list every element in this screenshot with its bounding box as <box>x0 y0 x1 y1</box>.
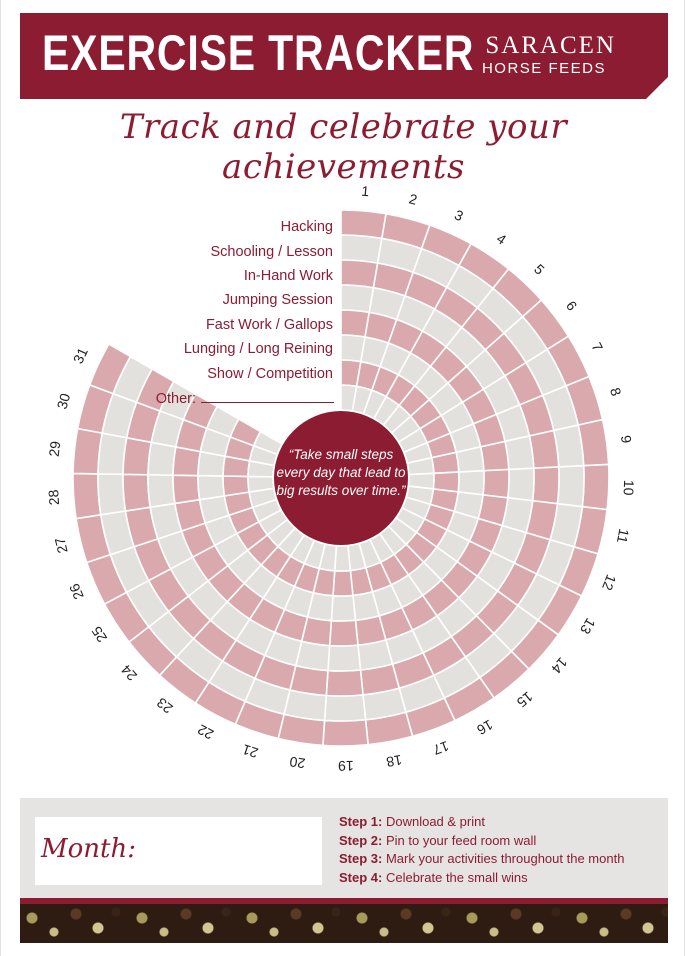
day-label: 2 <box>407 190 419 208</box>
tracker-cell[interactable] <box>223 476 249 496</box>
day-label: 17 <box>430 737 452 759</box>
step-2-label: Step 2: <box>339 832 383 848</box>
tracker-cell[interactable] <box>123 438 151 475</box>
step-1-label: Step 1: <box>339 814 383 829</box>
brand-logo-subtitle: HORSE FEEDS <box>481 60 606 77</box>
step-3 <box>339 850 624 869</box>
month-label: Month: <box>41 834 136 864</box>
month-field[interactable] <box>35 817 322 885</box>
day-label: 29 <box>45 440 64 458</box>
tracker-cell[interactable] <box>330 620 358 646</box>
footer-panel <box>20 798 668 898</box>
step-4-label: Step 4: <box>339 869 383 885</box>
step-1-text: Download & print <box>385 814 485 829</box>
activity-label-hacking: Hacking <box>280 219 333 235</box>
tracker-cell[interactable] <box>326 670 363 696</box>
page-title: EXERCISE TRACKER <box>42 25 475 81</box>
activity-label-jumping: Jumping Session <box>222 292 333 308</box>
activity-label-lunging: Lunging / Long Reining <box>183 341 333 357</box>
day-label: 11 <box>613 527 633 545</box>
tracker-cell[interactable] <box>123 474 150 511</box>
header-banner <box>20 13 668 99</box>
tracker-cell[interactable] <box>481 441 509 470</box>
day-label: 8 <box>606 385 625 398</box>
day-label: 12 <box>599 572 620 593</box>
tracker-cell[interactable] <box>333 571 353 596</box>
horse-feed-strip-image <box>20 898 668 943</box>
tracker-cell[interactable] <box>508 468 534 501</box>
tracker-cell[interactable] <box>341 210 386 238</box>
day-label: 21 <box>240 741 261 762</box>
tracker-cell[interactable] <box>582 464 609 509</box>
tracker-cell[interactable] <box>323 720 368 746</box>
day-label: 18 <box>385 751 404 771</box>
tracker-cell[interactable] <box>341 260 378 288</box>
activity-label-in-hand-work: In-Hand Work <box>243 268 333 284</box>
day-label: 26 <box>65 581 87 602</box>
day-label: 16 <box>474 716 496 739</box>
day-label: 20 <box>288 753 307 772</box>
tracker-cell[interactable] <box>98 474 126 515</box>
tracker-cell[interactable] <box>458 471 484 495</box>
tracker-cell[interactable] <box>341 235 382 263</box>
day-label: 6 <box>562 297 581 314</box>
day-label: 5 <box>531 260 548 278</box>
day-label: 25 <box>88 623 111 646</box>
tracker-cell[interactable] <box>198 476 224 500</box>
step-1 <box>339 813 624 832</box>
day-label: 28 <box>45 489 63 506</box>
day-label: 3 <box>452 206 466 225</box>
tracker-cell[interactable] <box>483 469 509 497</box>
tracker-cell[interactable] <box>557 466 584 507</box>
day-label: 1 <box>360 182 370 200</box>
day-label: 27 <box>51 536 71 555</box>
tracker-cell[interactable] <box>331 595 355 621</box>
day-label: 9 <box>617 434 635 445</box>
tracker-cell[interactable] <box>533 467 559 504</box>
activity-label-schooling: Schooling / Lesson <box>210 244 333 260</box>
day-label: 19 <box>337 757 354 775</box>
tracker-cell[interactable] <box>328 645 361 671</box>
tracker-cell[interactable] <box>73 473 101 518</box>
tracker-cell[interactable] <box>505 436 534 470</box>
day-label: 14 <box>548 654 571 677</box>
tagline: Track and celebrate your achievements <box>119 107 568 187</box>
day-label: 23 <box>153 694 176 717</box>
other-write-in-line[interactable] <box>201 402 334 403</box>
tracker-cell[interactable] <box>335 546 351 571</box>
motivational-quote: “Take small steps every day that lead to big results over time.” <box>276 447 406 498</box>
brand-logo-name: SARACEN <box>485 32 616 59</box>
tracker-cell[interactable] <box>325 695 366 721</box>
step-2 <box>339 832 624 851</box>
day-label: 4 <box>493 230 510 248</box>
tracker-cell[interactable] <box>173 475 200 503</box>
day-label: 10 <box>620 479 638 496</box>
day-label: 7 <box>588 339 607 354</box>
day-label: 22 <box>194 721 217 743</box>
tracker-cell[interactable] <box>148 442 176 475</box>
day-label: 30 <box>53 391 74 411</box>
tracker-cell[interactable] <box>456 447 484 472</box>
step-2-text: Pin to your feed room wall <box>385 832 537 848</box>
step-3-text: Mark your activities throughout the month <box>385 851 625 866</box>
day-label: 13 <box>577 615 599 637</box>
activity-label-fast-work: Fast Work / Gallops <box>205 317 333 333</box>
step-4-text: Celebrate the small wins <box>385 869 528 885</box>
tracker-cell[interactable] <box>341 285 373 312</box>
tracker-cell[interactable] <box>148 475 175 507</box>
step-3-label: Step 3: <box>339 851 383 866</box>
day-label: 15 <box>513 688 536 711</box>
steps-list <box>339 813 624 887</box>
activity-label-show: Show / Competition <box>207 366 333 382</box>
day-label: 31 <box>69 345 91 367</box>
day-label: 24 <box>117 661 141 685</box>
step-4 <box>339 869 624 888</box>
activity-label-other: Other: <box>155 391 196 407</box>
